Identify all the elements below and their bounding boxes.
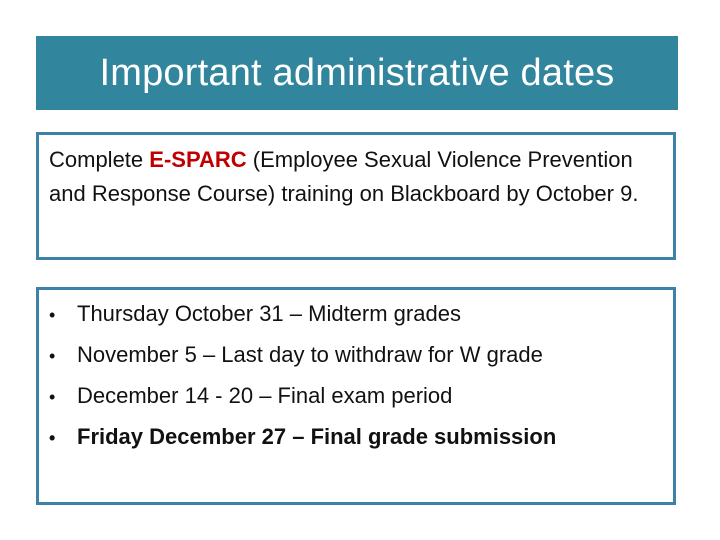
date-item-text: Thursday October 31 – Midterm grades	[77, 301, 461, 326]
date-item-text: December 14 - 20 – Final exam period	[77, 383, 453, 408]
date-item-midterm	[49, 294, 663, 335]
notice-text-after: (Employee Sexual Violence Prevention and Response Course) training on Blackboard by October 9.	[49, 147, 639, 206]
notice-course-name: E-SPARC	[149, 147, 247, 172]
date-item-final-exam	[49, 376, 663, 417]
date-item-grade-submission	[49, 417, 663, 458]
date-item-text: November 5 – Last day to withdraw for W grade	[77, 342, 543, 367]
date-item-text: Friday December 27 – Final grade submission	[77, 424, 557, 449]
notice-text-before: Complete	[49, 147, 150, 172]
bullet-icon: •	[49, 387, 56, 407]
bullet-icon: •	[49, 428, 56, 448]
date-item-withdraw	[49, 335, 663, 376]
training-notice-box	[36, 132, 676, 260]
slide-title: Important administrative dates	[99, 51, 615, 94]
dates-list	[49, 294, 663, 458]
training-notice-text	[49, 143, 663, 211]
dates-list-box	[36, 287, 676, 505]
bullet-icon: •	[49, 346, 56, 366]
slide-title-bar	[36, 36, 678, 110]
bullet-icon: •	[49, 305, 56, 325]
